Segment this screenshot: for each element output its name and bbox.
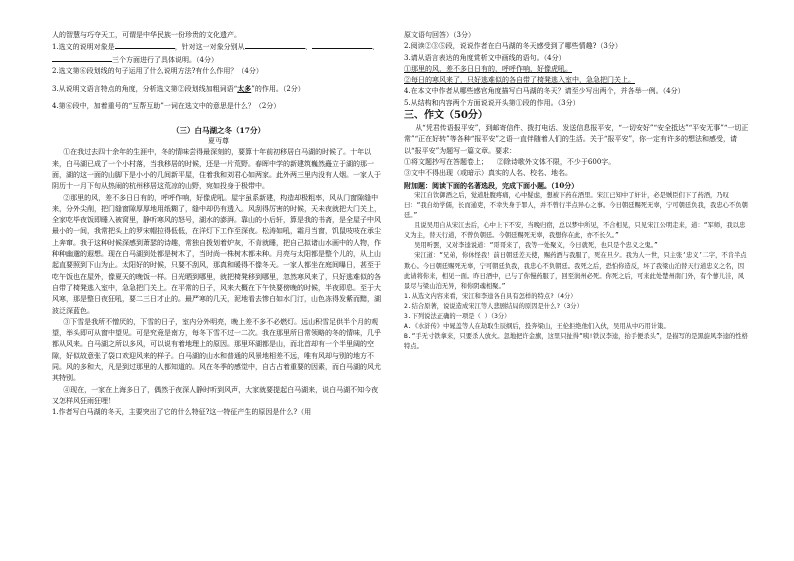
excerpt-paragraph: 宋江道：“兄弟，你休怪我！前日朝廷差天使，赐药酒与我服了，死在旦夕。我为人一世，只主张‘忠义’二字，不肯半点欺心。今日朝廷赐死无辜，宁可朝廷负我，我忠心不负朝廷。我死之后，恐怕你造反，坏了我梁山泊替天行道忠义之名，因此请将你来，相见一面。昨日酒中，已与了你慢药服了，回至润州必死。你死之后，可来此处楚州南门外，有个蓼儿洼，风景尽与梁山泊无异，和你阴魂相聚。” [404,252,747,290]
appendix-heading: 附加题：阅读下面的名著选段，完成下面小题。（10分） [404,180,579,190]
appendix-question-3: 3.下列说法正确的一项是（ ）（3分） [404,312,511,320]
essay-prompt: 从“凭君传语报平安”，到邮寄信件、拨打电话、发送信息报平安，“一切安好”“安全抵达”“平安无事”“一切正常”“正在好转”等各种“报平安”之语一直伴随着人们的生活。关于“报平安”，你一定有许多的想法和感受，请以“报平安”为题写一篇文章。要求： [404,124,749,155]
reading-question-3: 3.请从语言表达的角度赏析文中画线的语句。（4分） [404,53,566,62]
section-3-title: （三）白马湖之冬（17分） [172,125,265,135]
answer-blank[interactable] [52,54,112,62]
option-a: A.《水浒传》中晁盖等人在劫取生辰纲后，投奔梁山，王伦拒绝他们入伙，吴用从中巧用计策。 [404,323,670,331]
excerpt-paragraph: 吴用听罢，又对李逵说道：“哥哥来了，我等一处聚义，今日就死，也只是个忠义之鬼。” [414,242,658,250]
paragraph-3: ③下雪是我所不憎厌的，下雪的日子，室内分外明亮，晚上差不多不必燃灯。远山积雪足供半个月的观望，举头即可从窗中望见。可是究竟是南方，每冬下雪不过一二次。我在那里所日常领略的冬的情味，几乎都从风来。白马湖之所以多风，可以说有着地理上的原因。那里环湖都是山，而北首却有一个半里阔的空隙，好似故意张了袋口欢迎风来的样子。白马湖的山水和普通的风景地相差不远，唯有风却与别的地方不同。风的多和大，凡是到过那里的人都知道的。风在冬季的感觉中，自古占着重要的因素，而白马湖的风尤其特别。 [52,317,381,383]
left-column [52,30,385,419]
option-b: B.“手无寸铁拿来，只要杀人放火。忽地把许金旗，这里只扯得“咦!铁汉李逵，抬手便杀头”，是描写的是黑旋风李逵的性格特点。 [404,333,748,351]
question-2: 2.选文第⑥段划线的句子运用了什么说明方法?有什么作用？（4分） [52,66,263,75]
highlighted-word: 太多 [237,84,252,94]
q1-tail: 原文语句回答）（3分） [404,31,475,39]
reading-question-2: 2.阅读②③⑤段，说说作者在白马湖的冬天感受到了哪些情趣?（3分） [404,42,622,51]
underlined-sentence-b: ②每日的寒风来了，只好逃难似的各自带了椅凳逃入室中，急急把门关上。 [404,76,635,85]
paragraph-1: ①在我过去四十余年的生涯中，冬的情味尝得最深刻的，要算十年前初移居白马湖的时候了。十年以来，白马湖已成了一个小村落，当我移居的时候，还是一片荒野。春晖中学的新建筑巍然矗立于湖的那一面，湖的这一面的山脚下是小小的几间新平屋，住着我和刘君心如两家。此外两三里内没有人烟。一家人于阴历十一月下旬从热闹的杭州移居这荒凉的山野，宛如投身于极带中。 [52,148,381,191]
reading-question-1: 1.作者写白马湖的冬天，主要突出了它的什么特征?这一特征产生的原因是什么?（用 [52,408,312,417]
question-1: 1.选文的说明对象是 ，针对这一对象分别从 、 、 [52,43,379,52]
answer-blank[interactable] [115,41,175,49]
excerpt-paragraph: 宋江自饮御酒之后，觉道肚腹疼痛，心中疑虑，想被下药在酒里。宋江已知中了奸计，必是贼臣们下了药酒，乃叹曰：“我自幼学儒，长而通吏，不幸失身于罪人，并不曾行半点异心之事。今日朝廷赐死无辜，宁可朝廷负我，我忠心不负朝廷。” [404,191,748,220]
novel-excerpt [404,191,749,353]
excerpt-paragraph: 且说吴用自从宋江去后，心中上下不安，当晚归宿，总以梦中所见，不合相见，只见宋江公明走来，道：“军师，我以忠义为主，替天行道，不曾负朝廷。今朝廷赐死无辜，我想你在此，亦不长久。” [404,222,746,240]
question-3: 3.从说明文语言特点的角度，分析选文第②段划线加粗词语“太多”的作用。（2分） [52,84,305,94]
answer-blank[interactable] [312,41,372,49]
reading-question-5: 5.从结构和内容两个方面说说开头第①段的作用。（3分） [404,98,580,107]
essay-heading: 三、作文（50分） [404,110,488,122]
reading-question-4: 4.在本文中作者从哪些感官角度描写白马湖的冬天？请至少写出两个，并各举一例。（4分） [404,87,685,96]
answer-blank[interactable] [245,41,305,49]
paragraph-2: ②那里的风，差不多日日有的，呼呼作响，好像虎吼。屋宇虽系新建，构造却极粗率，风从门窗隙缝中来，分外尖削，把门缝窗隙厚厚地用纸糊了，缝中却仍有透入。风刮得厉害的时候，天未夜就把大门关上，全家吃毕夜饭即睡入被窝里，静听寒风的怒号，湖水的澎湃。靠山的小后轩，算是我的书斋，是全屋子中风最小的一间，我常把头上的罗宋帽拉得低低，在洋灯下工作至深夜。松涛如吼，霜月当窗，饥鼠吱吱在承尘上奔窜。我于这种时候深感到萧瑟的诗趣，常独自拨划着炉灰，不肯就睡，把自己拟诸山水画中的人物，作种种幽邈的遐想。现在白马湖到处都是树木了，当时尚一株树木都未种。月亮与太阳都是整个儿的，从上山起直要照到下山为止。太阳好的时候，只要不刮风，那真和暖得不像冬天。一家人都坐在庭间曝日，甚至于吃午饭也在屋外，像夏天的晚饭一样。日光晒到哪里，就把椅凳移到哪里，忽然寒风来了，只好逃难似的各自带了椅凳逃入室中，急急把门关上。在平常的日子，风来大概在下午快要傍晚的时候，半夜即息。至于大风寒，那是整日夜狂吼，要二三日才止的。最严寒的几天，泥地看去惨白如水门汀，山色冻得发紫而黯，湖波泛深蓝色。 [52,193,381,315]
paragraph-4: ④现在，一家在上海多日了，偶然于夜深人静时听到风声，大家就要提起白马湖来，说白马湖不知今夜又怎样风狂雨狂哩！ [52,385,379,405]
appendix-question-2: 2.结合原著，说说造成宋江等人悲剧结局的原因是什么?（3分） [404,302,583,310]
right-column [404,30,749,352]
appendix-question-1: 1.从选文内容来看，宋江和李逵各自具有怎样的特点?（4分） [404,292,577,300]
question-1-cont: 三个方面进行了具体说明。（4分） [52,54,385,66]
author: 夏丏尊 [208,137,229,146]
intro-tail: 人的智慧与巧夺天工，可谓是中华民族一份珍贵的文化遗产。 [52,31,241,39]
underlined-sentence-a: ①那里的风，差不多日日有的，呼呼作响，好像虎吼。 [404,64,572,73]
question-4: 4.第⑥段中，加着重号的“互帮互助”一词在选文中的意思是什么？（2分） [52,102,281,111]
essay-requirement-3: ③文中不得出现（或暗示）真实的人名、校名、地名。 [404,169,572,178]
essay-requirements: ①将文题抄写在答题卷上； ②除诗歌外文体不限，不少于600字。 [404,157,616,166]
